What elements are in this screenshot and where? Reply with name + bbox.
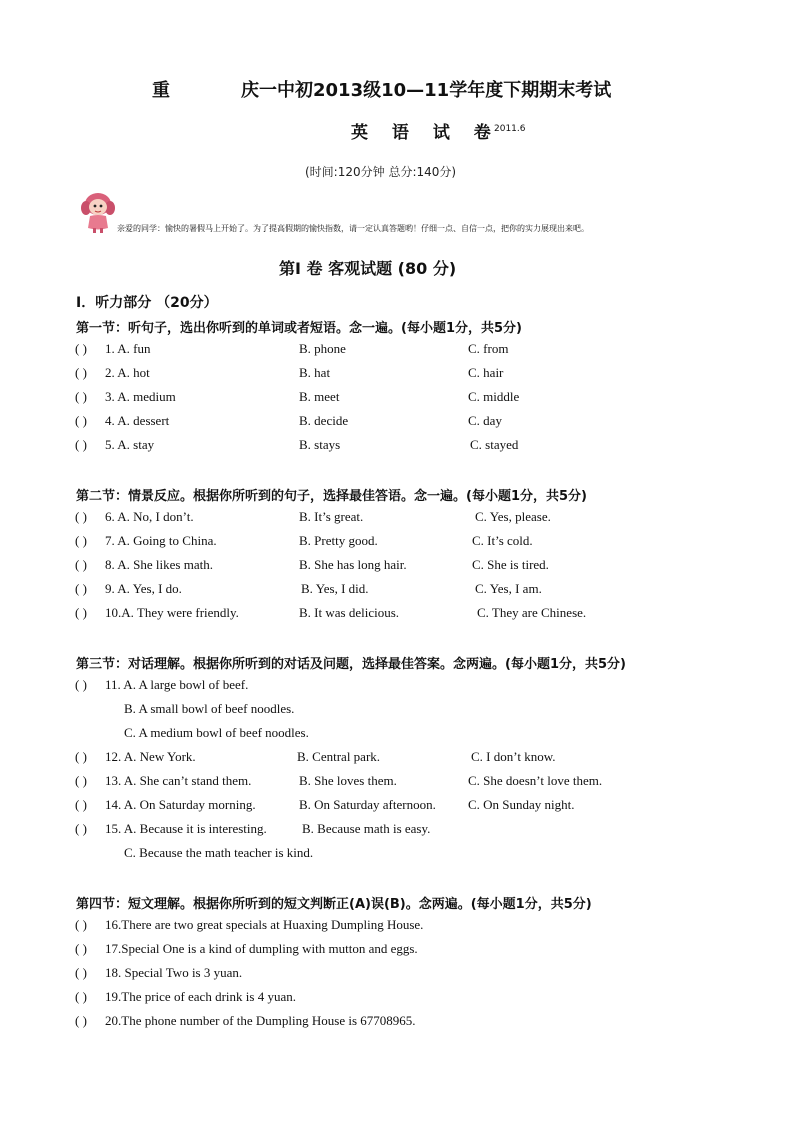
q2-option-b: B. hat — [299, 365, 331, 380]
q14-option-a: 14. A. On Saturday morning. — [105, 797, 256, 812]
q1-option-b: B. phone — [299, 341, 346, 356]
section-2-heading: 第二节：情景反应。根据你所听到的句子，选择最佳答语。念一遍。(每小题1分，共5分) — [76, 489, 587, 504]
answer-blank-15[interactable]: ( ) — [75, 821, 87, 836]
q19-statement: 19.The price of each drink is 4 yuan. — [105, 989, 296, 1004]
q18-statement: 18. Special Two is 3 yuan. — [105, 965, 243, 980]
answer-blank-2[interactable]: ( ) — [75, 365, 87, 380]
answer-blank-7[interactable]: ( ) — [75, 533, 87, 548]
exam-subtitle: 英 语 试 卷 — [351, 123, 500, 143]
answer-blank-19[interactable]: ( ) — [75, 989, 87, 1004]
answer-blank-8[interactable]: ( ) — [75, 557, 87, 572]
listening-heading: I．听力部分 （20分） — [76, 295, 218, 311]
q2-option-c: C. hair — [468, 365, 504, 380]
q10-option-c: C. They are Chinese. — [477, 605, 587, 620]
answer-blank-10[interactable]: ( ) — [75, 605, 87, 620]
q15-option-c: C. Because the math teacher is kind. — [124, 845, 314, 860]
answer-blank-6[interactable]: ( ) — [75, 509, 87, 524]
q7-option-b: B. Pretty good. — [299, 533, 378, 548]
time-note: (时间:120分钟 总分:140分) — [305, 165, 457, 179]
q9-option-a: 9. A. Yes, I do. — [105, 581, 182, 596]
part-title: 第I 卷 客观试题 (80 分) — [279, 259, 457, 278]
answer-blank-11[interactable]: ( ) — [75, 677, 87, 692]
exam-title: 庆一中初2013级10—11学年度下期期末考试 — [241, 80, 612, 101]
q6-option-a: 6. A. No, I don’t. — [105, 509, 194, 524]
q4-option-a: 4. A. dessert — [105, 413, 170, 428]
q9-option-b: B. Yes, I did. — [301, 581, 369, 596]
q6-option-c: C. Yes, please. — [475, 509, 551, 524]
q14-option-b: B. On Saturday afternoon. — [299, 797, 436, 812]
q7-option-c: C. It’s cold. — [472, 533, 533, 548]
q7-option-a: 7. A. Going to China. — [105, 533, 217, 548]
q12-option-c: C. I don’t know. — [471, 749, 556, 764]
q10-option-a: 10.A. They were friendly. — [105, 605, 239, 620]
q1-option-c: C. from — [468, 341, 509, 356]
q9-option-c: C. Yes, I am. — [475, 581, 542, 596]
title-left: 重 — [152, 80, 170, 101]
section-4-heading: 第四节：短文理解。根据你所听到的短文判断正(A)误(B)。念两遍。(每小题1分，共5分) — [76, 897, 592, 912]
q17-statement: 17.Special One is a kind of dumpling with mutton and eggs. — [105, 941, 418, 956]
q11-option-c: C. A medium bowl of beef noodles. — [124, 725, 309, 740]
q8-option-a: 8. A. She likes math. — [105, 557, 213, 572]
answer-blank-13[interactable]: ( ) — [75, 773, 87, 788]
answer-blank-16[interactable]: ( ) — [75, 917, 87, 932]
answer-blank-1[interactable]: ( ) — [75, 341, 87, 356]
q3-option-c: C. middle — [468, 389, 520, 404]
q13-option-c: C. She doesn’t love them. — [468, 773, 603, 788]
answer-blank-5[interactable]: ( ) — [75, 437, 87, 452]
q13-option-b: B. She loves them. — [299, 773, 397, 788]
q16-statement: 16.There are two great specials at Huaxing Dumpling House. — [105, 917, 424, 932]
q5-option-a: 5. A. stay — [105, 437, 155, 452]
answer-blank-20[interactable]: ( ) — [75, 1013, 87, 1028]
q11-option-b: B. A small bowl of beef noodles. — [124, 701, 295, 716]
q4-option-c: C. day — [468, 413, 502, 428]
q12-option-b: B. Central park. — [297, 749, 381, 764]
q8-option-b: B. She has long hair. — [299, 557, 407, 572]
exam-date: 2011.6 — [494, 124, 526, 134]
q2-option-a: 2. A. hot — [105, 365, 150, 380]
answer-blank-3[interactable]: ( ) — [75, 389, 87, 404]
q15-option-b: B. Because math is easy. — [302, 821, 431, 836]
answer-blank-4[interactable]: ( ) — [75, 413, 87, 428]
q6-option-b: B. It’s great. — [299, 509, 364, 524]
q10-option-b: B. It was delicious. — [299, 605, 400, 620]
q8-option-c: C. She is tired. — [472, 557, 549, 572]
q3-option-a: 3. A. medium — [105, 389, 176, 404]
q11-option-a: 11. A. A large bowl of beef. — [105, 677, 249, 692]
q5-option-c: C. stayed — [470, 437, 519, 452]
q12-option-a: 12. A. New York. — [105, 749, 196, 764]
section-3-heading: 第三节：对话理解。根据你所听到的对话及问题，选择最佳答案。念两遍。(每小题1分，共5分) — [76, 657, 626, 672]
answer-blank-18[interactable]: ( ) — [75, 965, 87, 980]
answer-blank-12[interactable]: ( ) — [75, 749, 87, 764]
q5-option-b: B. stays — [299, 437, 341, 452]
q3-option-b: B. meet — [299, 389, 340, 404]
answer-blank-17[interactable]: ( ) — [75, 941, 87, 956]
q15-option-a: 15. A. Because it is interesting. — [105, 821, 267, 836]
section-1-heading: 第一节：听句子，选出你听到的单词或者短语。念一遍。(每小题1分，共5分) — [76, 321, 522, 336]
cartoon-girl-icon — [80, 192, 116, 234]
answer-blank-14[interactable]: ( ) — [75, 797, 87, 812]
q4-option-b: B. decide — [299, 413, 349, 428]
notice-text: 亲爱的同学：愉快的暑假马上开始了。为了提高假期的愉快指数，请一定认真答题哟！仔细一点、自信一点，把你的实力展现出来吧。 — [117, 224, 589, 233]
q14-option-c: C. On Sunday night. — [468, 797, 575, 812]
answer-blank-9[interactable]: ( ) — [75, 581, 87, 596]
q13-option-a: 13. A. She can’t stand them. — [105, 773, 252, 788]
q1-option-a: 1. A. fun — [105, 341, 151, 356]
q20-statement: 20.The phone number of the Dumpling House is 67708965. — [105, 1013, 416, 1028]
